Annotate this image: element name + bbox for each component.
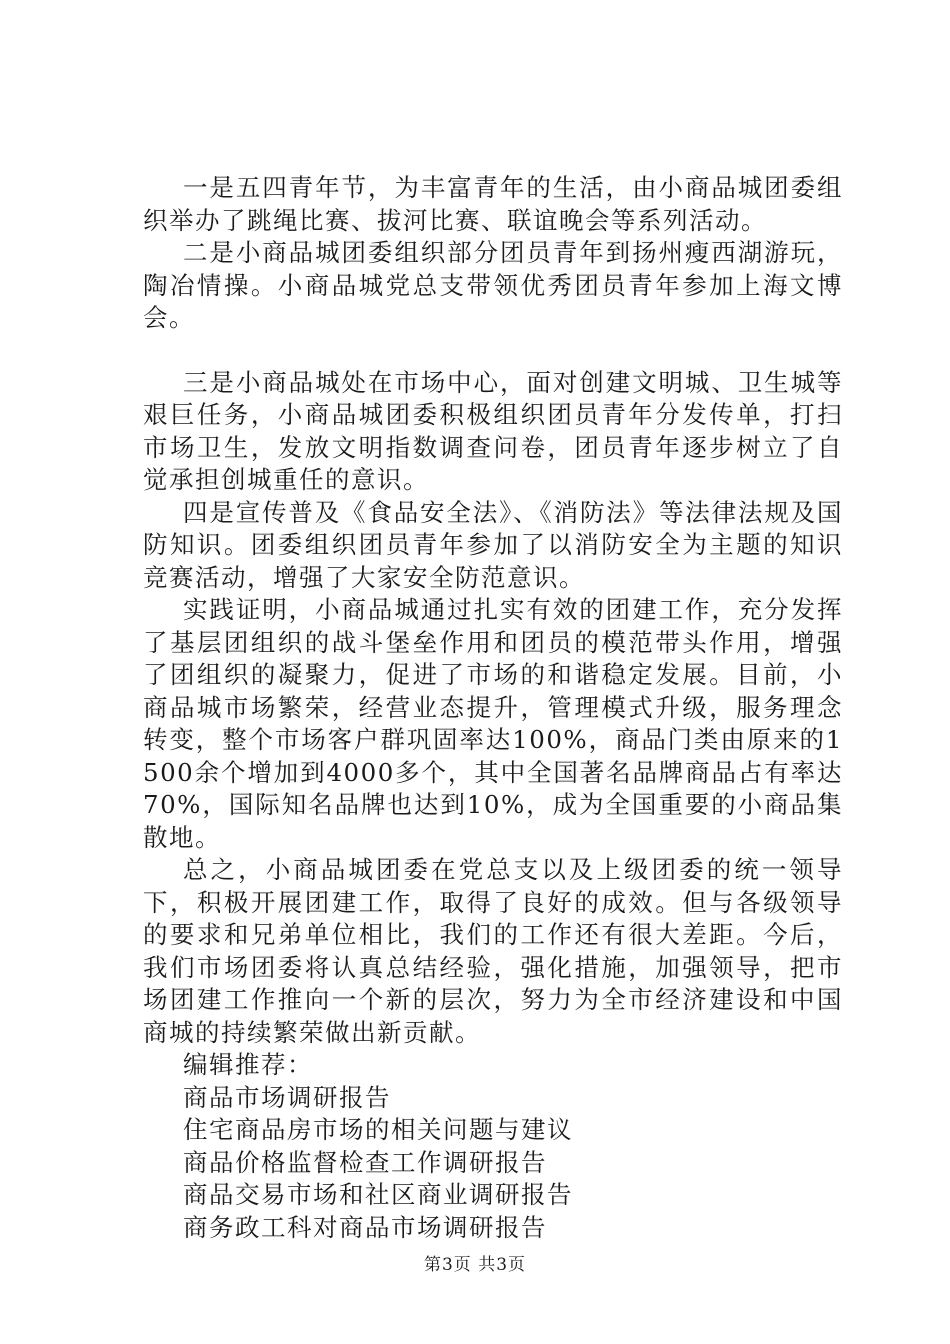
recommend-link[interactable]: 商品价格监督检查工作调研报告 bbox=[183, 1147, 547, 1177]
recommend-link[interactable]: 商品交易市场和社区商业调研报告 bbox=[183, 1180, 573, 1209]
recommend-link[interactable]: 商务政工科对商品市场调研报告 bbox=[183, 1212, 547, 1242]
page-footer: 第3页 共3页 bbox=[423, 1255, 527, 1275]
recommend-list bbox=[143, 1082, 843, 1245]
paragraph-conclusion: 总之，小商品城团委在党总支以及上级团委的统一领导下，积极开展团建工作，取得了良好的成效。但与各级领导的要求和兄弟单位相比，我们的工作还有很大差距。今后，我们市场团委将认真总结经验，强化措施，加强领导，把市场团建工作推向一个新的层次，努力为全市经济建设和中国商城的持续繁荣做出新贡献。 bbox=[143, 855, 843, 1047]
paragraph-practice-proof: 实践证明，小商品城通过扎实有效的团建工作，充分发挥了基层团组织的战斗堡垒作用和团员的模范带头作用，增强了团组织的凝聚力，促进了市场的和谐稳定发展。目前，小商品城市场繁荣，经营业态提升，管理模式升级，服务理念转变，整个市场客户群巩固率达100%，商品门类由原来的1500余个增加到4000多个，其中全国著名品牌商品占有率达70%，国际知名品牌也达到10%，成为全国重要的小商品集散地。 bbox=[143, 595, 843, 852]
paragraph-activity-2: 二是小商品城团委组织部分团员青年到扬州瘦西湖游玩，陶冶情操。小商品城党总支带领优秀团员青年参加上海文博会。 bbox=[143, 238, 843, 332]
recommend-heading: 编辑推荐： bbox=[183, 1050, 313, 1079]
recommend-link[interactable]: 商品市场调研报告 bbox=[183, 1082, 391, 1112]
paragraph-activity-3: 三是小商品城处在市场中心，面对创建文明城、卫生城等艰巨任务，小商品城团委积极组织团员青年分发传单，打扫市场卫生，发放文明指数调查问卷，团员青年逐步树立了自觉承担创城重任的意识。 bbox=[143, 367, 843, 494]
document-body bbox=[143, 172, 843, 1244]
editor-recommendations bbox=[143, 1049, 843, 1244]
paragraph-activity-4: 四是宣传普及《食品安全法》、《消防法》等法律法规及国防知识。团委组织团员青年参加了以消防安全为主题的知识竞赛活动，增强了大家安全防范意识。 bbox=[143, 497, 843, 592]
recommend-link[interactable]: 住宅商品房市场的相关问题与建议 bbox=[183, 1115, 573, 1144]
paragraph-activity-1: 一是五四青年节，为丰富青年的生活，由小商品城团委组织举办了跳绳比赛、拔河比赛、联谊晚会等系列活动。 bbox=[143, 173, 843, 235]
